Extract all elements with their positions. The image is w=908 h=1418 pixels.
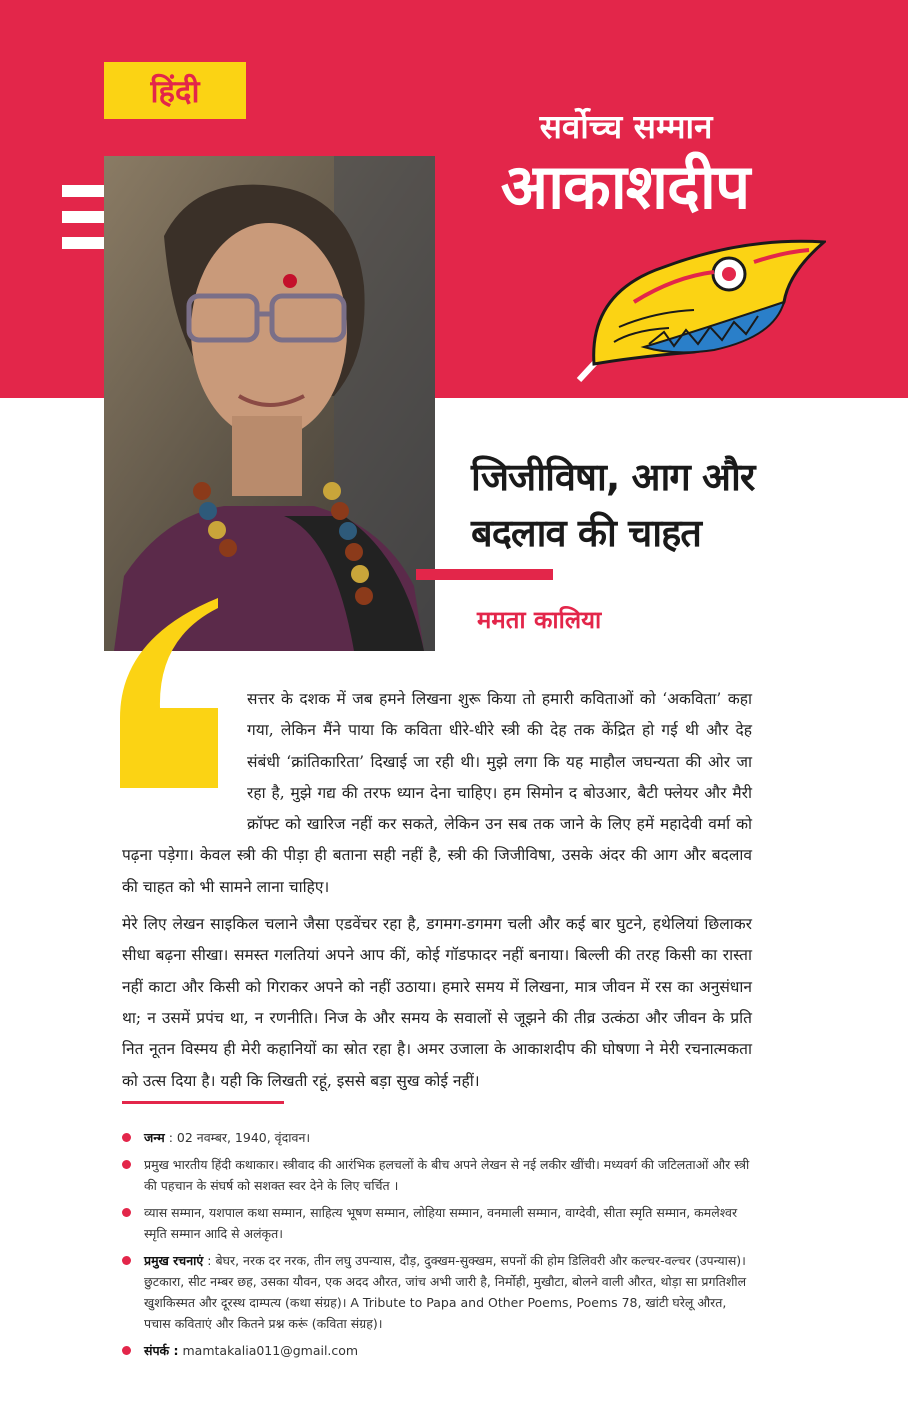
headline-line-1: जिजीविषा, आग और [471,455,755,499]
author-name: ममता कालिया [477,606,602,634]
awards-text: व्यास सम्मान, यशपाल कथा सम्मान, साहित्य भूषण सम्मान, लोहिया सम्मान, वनमाली सम्मान, वाग्देवी, सीता स्मृति सम्मान, कमलेश्वर स्मृति सम्मान आदि से अलंकृत। [144,1205,738,1241]
bio-item-birth [122,1127,752,1148]
profile-text: प्रमुख भारतीय हिंदी कथाकार। स्त्रीवाद की आरंभिक हलचलों के बीच अपने लेखन से नई लकीर खींची। मध्यवर्ग की जटिलताओं और स्त्री की पहचान के संघर्ष को सशक्त स्वर देने के लिए चर्चित । [144,1157,750,1193]
second-paragraph: मेरे लिए लेखन साइकिल चलाने जैसा एडवेंचर रहा है, डगमग-डगमग चली और कई बार घुटने, हथेलियां छिलाकर सीधा बढ़ना सीखा। समस्त गलतियां अपने आप कीं, कोई गॉडफादर नहीं बनाया। बिल्ली की तरह किसी का रास्ता नहीं काटा और किसी को गिराकर अपने को नहीं उठाया। हमारे समय में लिखना, मात्र जीवन में रस का अनुसंधान था; न उसमें प्रपंच था, न रणनीति। निज के और समय के सवालों से जूझने की तीव्र उत्कंठा और जीवन के प्रति नित नूतन विस्मय ही मेरी कहानियों का स्रोत रहा है। अमर उजाला के आकाशदीप की घोषणा ने मेरी रचनात्मकता को उत्स दिया है। यही कि लिखती रहूं, इससे बड़ा सुख कोई नहीं। [122,915,752,1090]
bio-divider [122,1101,284,1104]
portrait-illustration [104,156,435,651]
bio-item-profile [122,1154,752,1196]
contact-label: संपर्क : [144,1343,179,1358]
feather-quill-icon [574,232,826,384]
birth-text: : 02 नवम्बर, 1940, वृंदावन। [164,1130,311,1145]
bio-item-contact [122,1340,752,1361]
award-title: आकाशदीप [500,150,750,223]
bio-item-awards [122,1202,752,1244]
headline-line-2: बदलाव की चाहत [471,511,701,555]
bullet-icon [122,1256,131,1265]
article-headline [471,449,871,561]
opening-paragraph [122,684,752,903]
contact-email: mamtakalia011@gmail.com [178,1343,359,1358]
bullet-icon [122,1133,131,1142]
accent-bar [416,569,553,580]
award-subtitle: सर्वोच्च सम्मान [539,107,713,146]
bullet-icon [122,1208,131,1217]
article-body [122,684,752,1097]
opening-paragraph-text: सत्तर के दशक में जब हमने लिखना शुरू किया तो हमारी कविताओं को ‘अकविता’ कहा गया, लेकिन मैंने पाया कि कविता धीरे-धीरे स्त्री की देह तक केंद्रित हो गई थी और देह संबंधी ‘क्रांतिकारिता’ दिखाई जा रही थी। मुझे लगा कि यह माहौल जघन्यता की ओर जा रहा है, मुझे गद्य की तरफ ध्यान देना चाहिए। हम सिमोन द बोउआर, बैटी फ्लेयर और मैरी क्रॉफ्ट को खारिज नहीं कर सकते, लेकिन उन सब तक जाने के लिए हमें महादेवी वर्मा को पढ़ना पड़ेगा। केवल स्त्री की पीड़ा ही बताना सही नहीं है, स्त्री की जिजीविषा, उसके अंदर की आग और बदलाव की चाहत को भी सामने लाना चाहिए। [122,690,752,896]
works-label: प्रमुख रचनाएं [144,1253,204,1268]
works-text: : बेघर, नरक दर नरक, तीन लघु उपन्यास, दौड़, दुक्खम-सुक्खम, सपनों की होम डिलिवरी और कल्चर-वल्चर (उपन्यास)। छुटकारा, सीट नम्बर छह, उसका यौवन, एक अदद औरत, जांच अभी जारी है, निर्मोही, मुखौटा, बोलने वाली औरत, थोड़ा सा प्रगतिशील खुशकिस्मत और दूरस्थ दाम्पत्य (कथा संग्रह)। A Tribute to Papa and Other Poems, Poems 78, खांटी घरेलू औरत, पचास कविताएं और कितने प्रश्न करूं (कविता संग्रह)। [144,1253,747,1331]
author-bio-list [122,1127,752,1367]
bullet-icon [122,1160,131,1169]
bullet-icon [122,1346,131,1355]
bio-item-works [122,1250,752,1334]
section-tag [104,62,246,119]
section-tag-label: हिंदी [150,73,200,110]
author-portrait [104,156,435,651]
birth-label: जन्म [144,1130,165,1145]
